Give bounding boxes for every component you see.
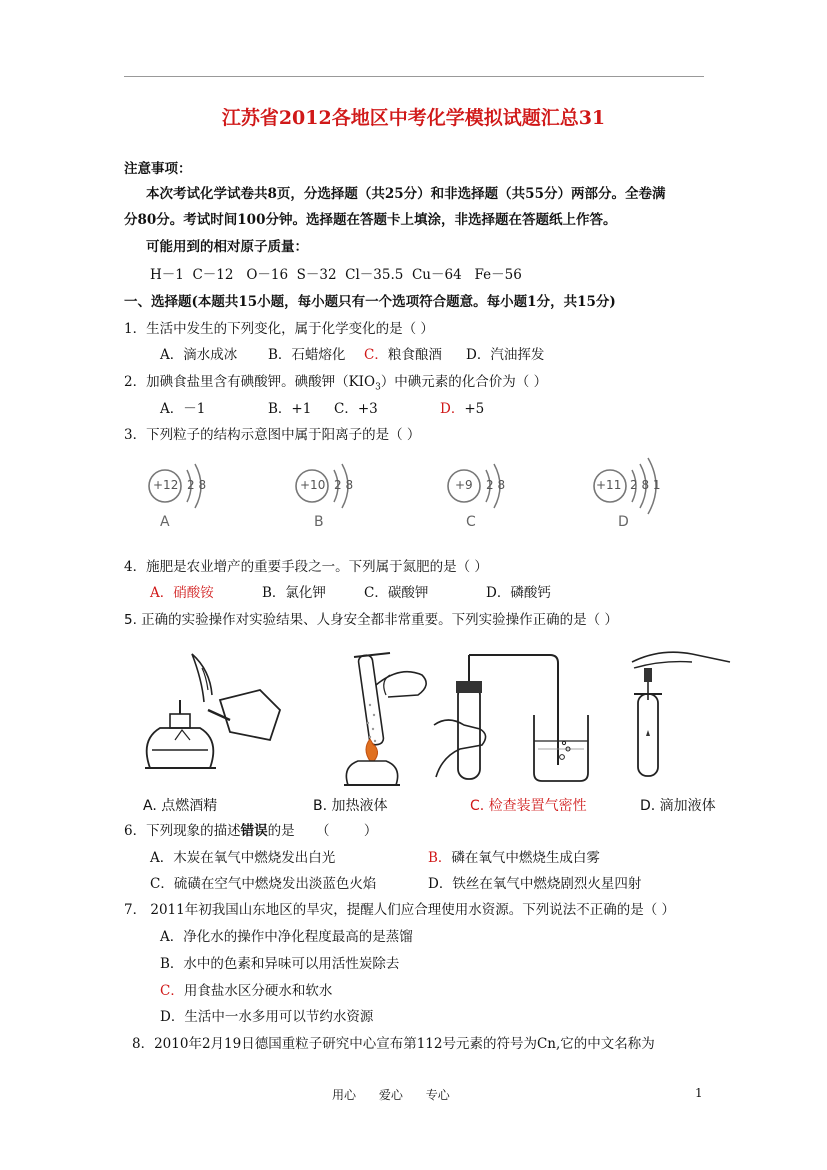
q6-answer-letter: B． [428, 850, 452, 866]
q4-option-d: D．磷酸钙 [486, 585, 551, 601]
atom-label-c: C [466, 514, 476, 530]
q1-stem: 1．生活中发生的下列变化，属于化学变化的是（ ） [124, 321, 434, 337]
q5-stem: 5. 正确的实验操作对实验结果、人身安全都非常重要。下列实验操作正确的是（ ） [124, 612, 618, 628]
lab-airtightness-check-figure [430, 645, 600, 795]
atom-b-nucleus: +10 [300, 478, 326, 492]
q1-option-b: B．石蜡熔化 [268, 347, 346, 363]
q2-stem-sub: 3 [375, 382, 381, 393]
lab-lighting-alcohol-lamp-figure [130, 640, 290, 790]
atom-label-a: A [160, 514, 170, 530]
atom-b-shells: 2 8 [334, 478, 354, 492]
q5-caption-c: C. 检查装置气密性 [470, 798, 587, 814]
lab-dropping-liquid-figure [610, 640, 740, 790]
atom-diagram-c [444, 460, 524, 520]
q1-option-c [364, 346, 442, 364]
footer-motto: 用心 爱心 专心 [332, 1088, 450, 1102]
q2-stem-post: ）中碘元素的化合价为（ ） [380, 374, 548, 390]
q7-option-b: B．水中的色素和异味可以用活性炭除去 [160, 956, 400, 972]
q7-stem: 7． 2011年初我国山东地区的旱灾，提醒人们应合理使用水资源。下列说法不正确的是（ ） [124, 902, 676, 918]
q8-stem: 8．2010年2月19日德国重粒子研究中心宣布第112号元素的符号为Cn,它的中文名称为 [132, 1036, 655, 1052]
q7-option-a: A．净化水的操作中净化程度最高的是蒸馏 [160, 929, 413, 945]
atom-d-shells: 2 8 1 [630, 478, 661, 492]
q2-option-c: C．+3 [334, 401, 378, 417]
q7-option-c-text: 用食盐水区分硬水和软水 [183, 983, 333, 999]
atom-c-shells: 2 8 [486, 478, 506, 492]
q7-option-c [160, 982, 332, 1000]
q6-stem-post: 的是 （ ） [267, 823, 378, 839]
q6-option-b [428, 849, 600, 867]
atom-c-nucleus: +9 [455, 478, 473, 492]
q5-caption-d: D. 滴加液体 [640, 798, 716, 814]
atom-diagram-d [590, 460, 670, 520]
q1-option-a: A．滴水成冰 [160, 347, 238, 363]
q4-option-a: A．硝酸铵 [150, 585, 214, 601]
q2-stem [124, 373, 547, 397]
q6-stem [124, 822, 377, 840]
q6-option-a: A．木炭在氧气中燃烧发出白光 [150, 850, 336, 866]
header-rule [124, 76, 704, 77]
q2-option-d [440, 400, 484, 418]
q1-option-d: D．汽油挥发 [466, 347, 545, 363]
atom-label-d: D [618, 514, 629, 530]
q6-option-d: D．铁丝在氧气中燃烧剧烈火星四射 [428, 876, 642, 892]
q4-stem: 4．施肥是农业增产的重要手段之一。下列属于氮肥的是（ ） [124, 559, 488, 575]
masses-heading: 可能用到的相对原子质量： [146, 239, 308, 255]
atom-diagram-b [292, 460, 372, 520]
atom-diagram-a [145, 460, 225, 520]
q1-answer-letter: C． [364, 347, 388, 363]
notice-heading: 注意事项： [124, 161, 192, 177]
q6-stem-emphasis: 错误 [240, 823, 268, 839]
q5-caption-b: B. 加热液体 [313, 798, 388, 814]
q6-option-c: C．硫磺在空气中燃烧发出淡蓝色火焰 [150, 876, 377, 892]
q4-option-c: C．碳酸钾 [364, 585, 429, 601]
q5-caption-a: A. 点燃酒精 [143, 798, 218, 814]
q4-option-b: B．氯化钾 [262, 585, 326, 601]
q7-answer-letter: C． [160, 983, 184, 999]
page-title: 江苏省2012各地区中考化学模拟试题汇总31 [221, 107, 606, 129]
q3-stem: 3．下列粒子的结构示意图中属于阳离子的是（ ） [124, 427, 421, 443]
page-number: 1 [695, 1086, 703, 1100]
q2-option-d-text: +5 [464, 401, 485, 417]
atom-d-nucleus: +11 [596, 478, 622, 492]
q6-stem-pre: 6．下列现象的描述 [124, 823, 241, 839]
atom-a-nucleus: +12 [153, 478, 179, 492]
q1-option-c-text: 粮食酿酒 [387, 347, 442, 363]
q2-stem-pre: 2．加碘食盐里含有碘酸钾。碘酸钾（KIO [124, 374, 376, 390]
atom-label-b: B [314, 514, 324, 530]
atom-a-shells: 2 8 [187, 478, 207, 492]
q2-option-a: A．－1 [160, 401, 206, 417]
section-heading: 一、选择题(本题共15小题，每小题只有一个选项符合题意。每小题1分，共15分) [124, 294, 616, 310]
notice-para2: 分80分。考试时间100分钟。选择题在答题卡上填涂，非选择题在答题纸上作答。 [124, 212, 617, 228]
q2-answer-letter: D． [440, 401, 465, 417]
q6-option-b-text: 磷在氧气中燃烧生成白雾 [451, 850, 600, 866]
lab-heating-liquid-figure [310, 645, 440, 790]
q2-option-b: B．+1 [268, 401, 312, 417]
atomic-masses: H－1 C－12 O－16 S－32 Cl－35.5 Cu－64 Fe－56 [150, 267, 522, 283]
q7-option-d: D．生活中一水多用可以节约水资源 [160, 1009, 374, 1025]
notice-para1: 本次考试化学试卷共8页，分选择题（共25分）和非选择题（共55分）两部分。全卷满 [146, 186, 666, 202]
